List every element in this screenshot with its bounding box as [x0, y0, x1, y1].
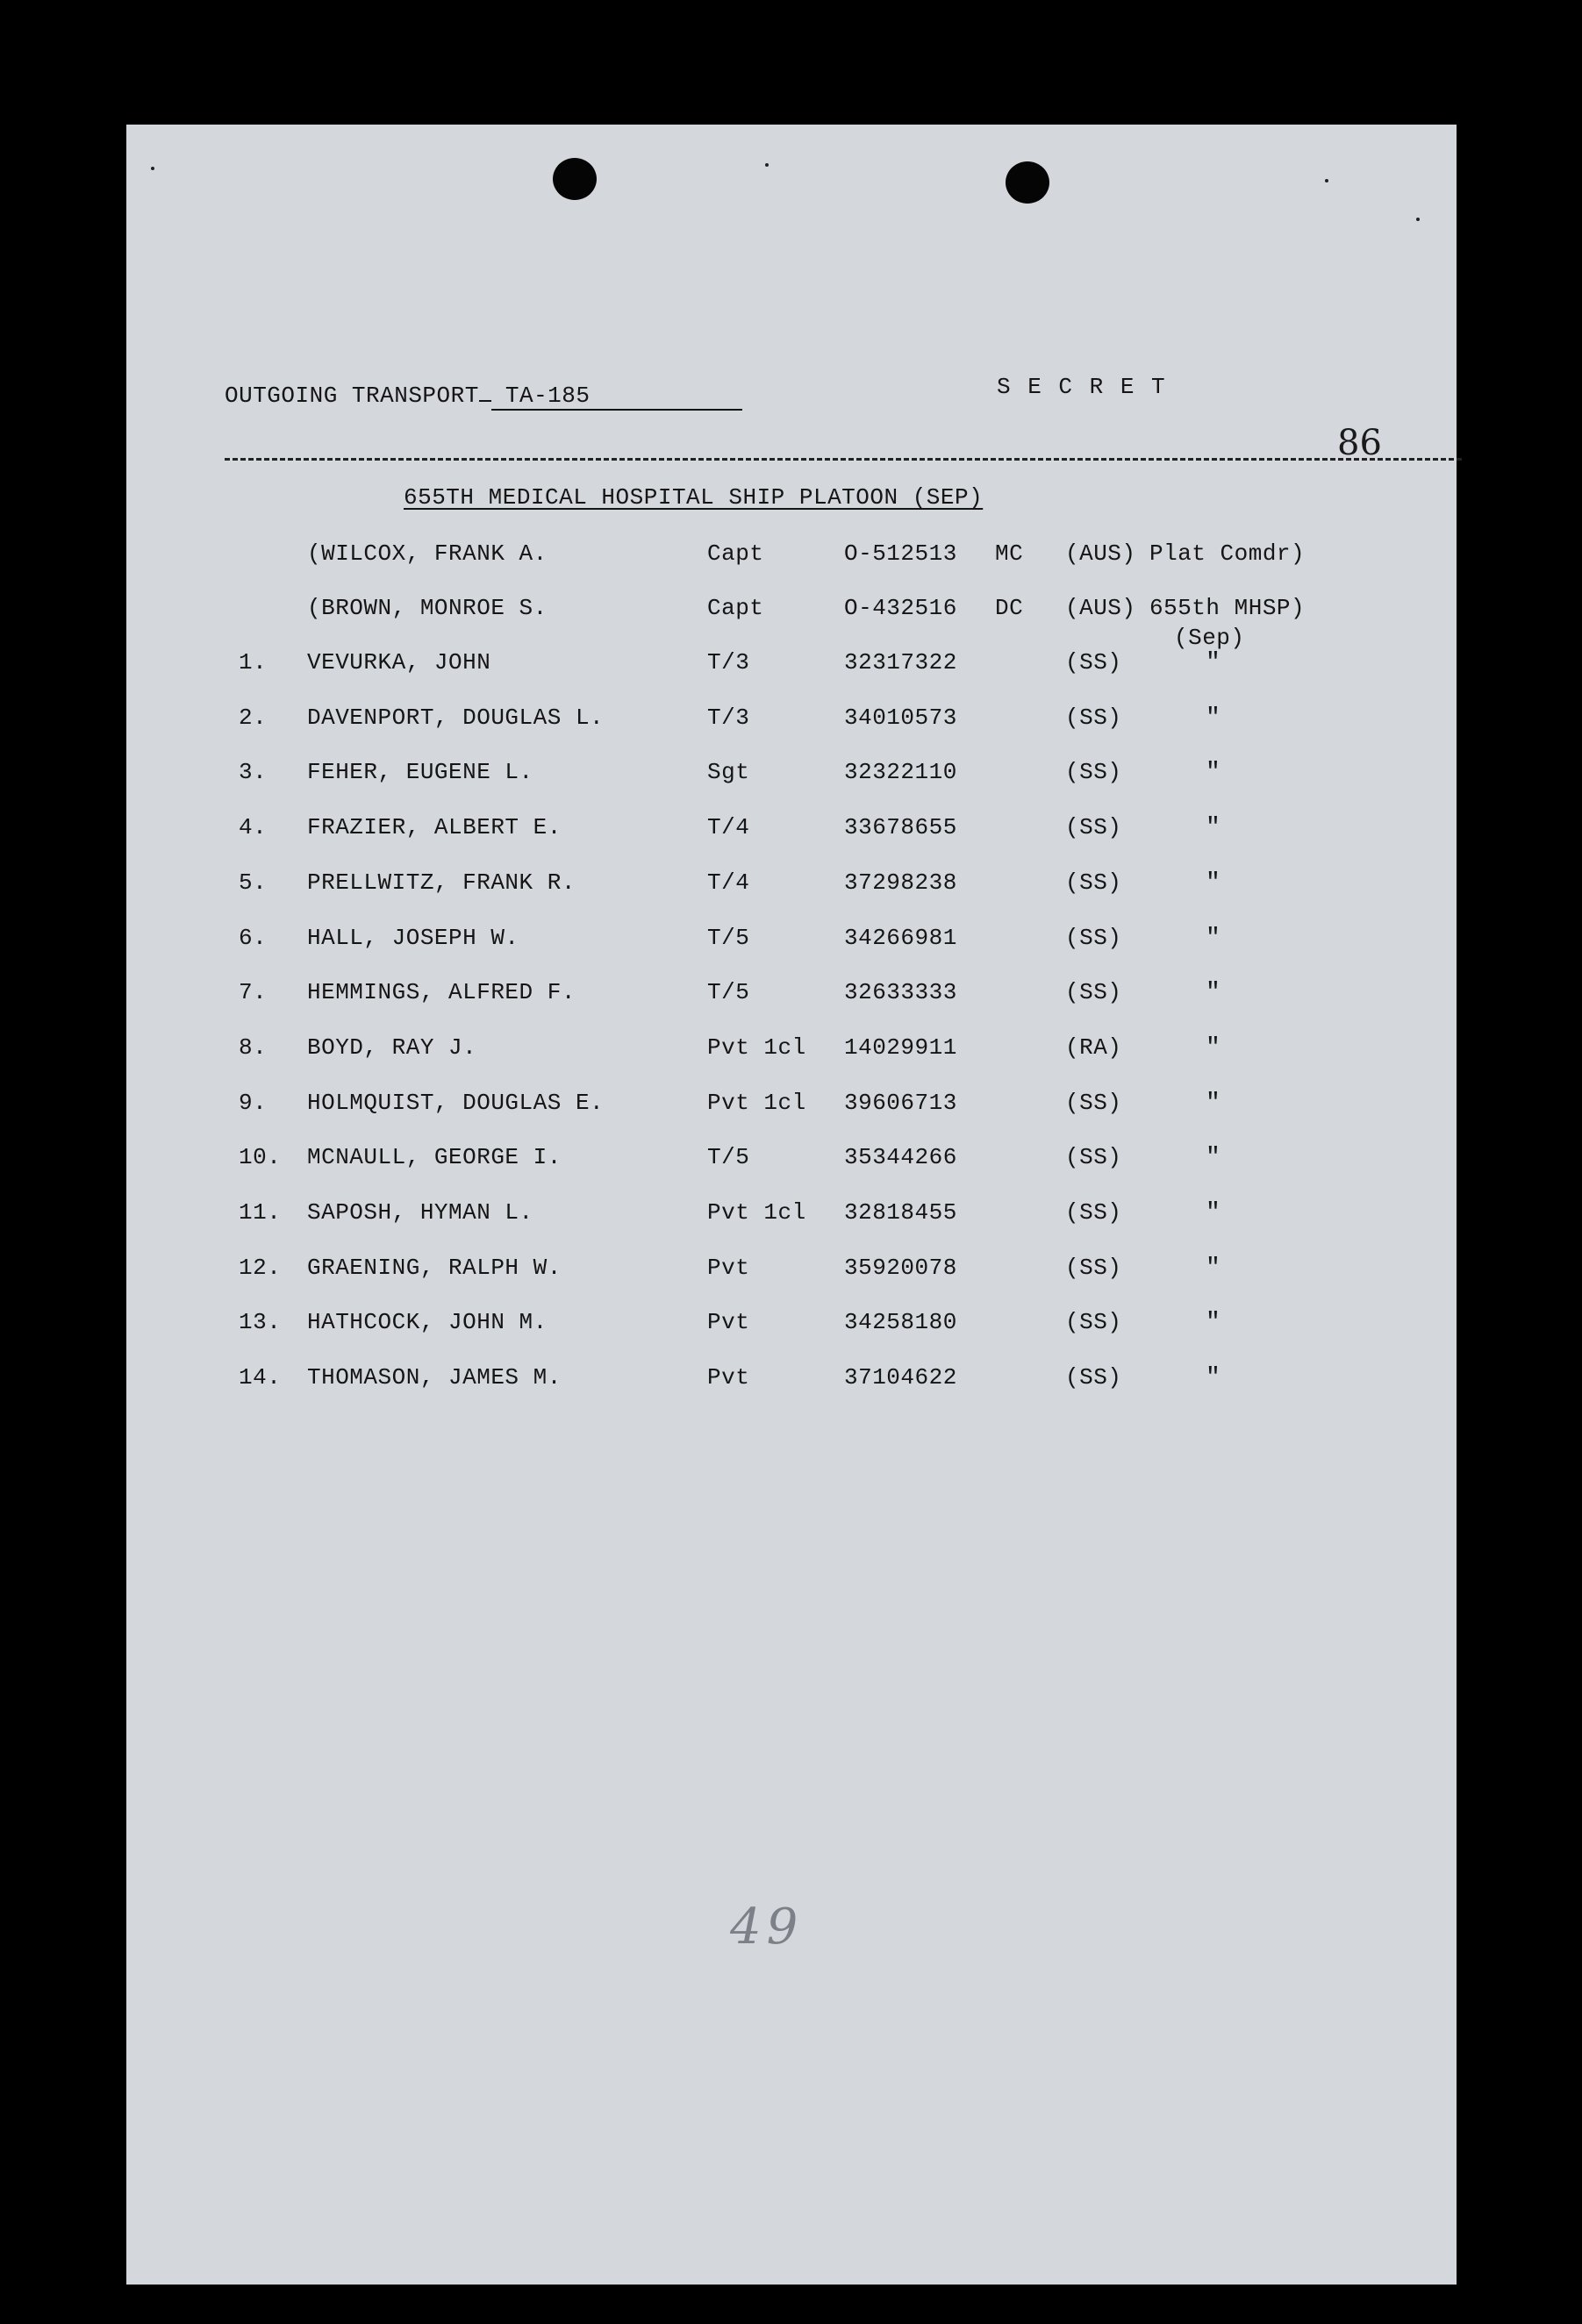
soldier-component: (SS) — [1065, 979, 1122, 1005]
ditto-mark: " — [1206, 1034, 1221, 1062]
soldier-rank: Pvt 1cl — [707, 1199, 806, 1226]
unit-title: 655TH MEDICAL HOSPITAL SHIP PLATOON (SEP) — [404, 484, 984, 511]
row-number: 9. — [239, 1090, 268, 1116]
soldier-rank: T/4 — [707, 814, 750, 840]
speck — [151, 167, 154, 170]
soldier-name: MCNAULL, GEORGE I. — [307, 1144, 562, 1170]
soldier-serial: 32633333 — [844, 979, 957, 1005]
soldier-rank: Pvt — [707, 1309, 750, 1335]
soldier-name: HATHCOCK, JOHN M. — [307, 1309, 548, 1335]
classification: S E C R E T — [997, 374, 1167, 400]
soldier-name: GRAENING, RALPH W. — [307, 1255, 562, 1281]
row-number: 3. — [239, 759, 268, 785]
soldier-component: (SS) — [1065, 704, 1122, 731]
soldier-name: THOMASON, JAMES M. — [307, 1364, 562, 1391]
ditto-mark: " — [1206, 925, 1221, 952]
row-number: 11. — [239, 1199, 282, 1226]
speck — [1416, 218, 1420, 221]
soldier-component: (SS) — [1065, 1090, 1122, 1116]
soldier-component: (SS) — [1065, 1255, 1122, 1281]
header-line — [225, 379, 742, 411]
soldier-rank: Sgt — [707, 759, 750, 785]
ditto-mark: " — [1206, 814, 1221, 841]
soldier-rank: T/4 — [707, 869, 750, 896]
soldier-serial: 37298238 — [844, 869, 957, 896]
row-number: 13. — [239, 1309, 282, 1335]
soldier-name: DAVENPORT, DOUGLAS L. — [307, 704, 605, 731]
ditto-mark: " — [1206, 869, 1221, 897]
soldier-component: (RA) — [1065, 1034, 1122, 1061]
soldier-name: FEHER, EUGENE L. — [307, 759, 533, 785]
row-number: 6. — [239, 925, 268, 951]
row-number: 10. — [239, 1144, 282, 1170]
soldier-serial: 39606713 — [844, 1090, 957, 1116]
row-number: 5. — [239, 869, 268, 896]
soldier-component: (SS) — [1065, 1364, 1122, 1391]
ditto-mark: " — [1206, 1255, 1221, 1282]
officer-rank: Capt — [707, 595, 764, 621]
soldier-rank: T/5 — [707, 925, 750, 951]
soldier-component: (SS) — [1065, 869, 1122, 896]
officer-branch: MC — [995, 540, 1024, 567]
underline-blank — [479, 379, 491, 402]
ditto-mark: " — [1206, 979, 1221, 1006]
soldier-name: BOYD, RAY J. — [307, 1034, 477, 1061]
document-page — [126, 125, 1457, 2285]
officer-component: (AUS) — [1065, 540, 1136, 567]
separator-line — [225, 458, 1462, 461]
speck — [1325, 179, 1328, 182]
row-number: 8. — [239, 1034, 268, 1061]
soldier-component: (SS) — [1065, 649, 1122, 676]
soldier-serial: 34266981 — [844, 925, 957, 951]
soldier-serial: 32818455 — [844, 1199, 957, 1226]
soldier-rank: T/5 — [707, 979, 750, 1005]
officer-serial: O-432516 — [844, 595, 957, 621]
soldier-serial: 35920078 — [844, 1255, 957, 1281]
soldier-component: (SS) — [1065, 814, 1122, 840]
officer-remark: Plat Comdr) — [1149, 540, 1306, 567]
soldier-serial: 32322110 — [844, 759, 957, 785]
soldier-rank: T/3 — [707, 704, 750, 731]
page-number: 86 — [1337, 423, 1382, 463]
ditto-mark: " — [1206, 1199, 1221, 1226]
soldier-serial: 34258180 — [844, 1309, 957, 1335]
ditto-mark: " — [1206, 1090, 1221, 1117]
soldier-name: HALL, JOSEPH W. — [307, 925, 519, 951]
soldier-name: HEMMINGS, ALFRED F. — [307, 979, 576, 1005]
row-number: 14. — [239, 1364, 282, 1391]
soldier-component: (SS) — [1065, 925, 1122, 951]
soldier-serial: 32317322 — [844, 649, 957, 676]
soldier-rank: Pvt — [707, 1364, 750, 1391]
officer-component: (AUS) — [1065, 595, 1136, 621]
row-number: 2. — [239, 704, 268, 731]
soldier-rank: Pvt 1cl — [707, 1034, 806, 1061]
soldier-rank: Pvt 1cl — [707, 1090, 806, 1116]
punch-hole — [553, 158, 597, 200]
row-number: 7. — [239, 979, 268, 1005]
soldier-component: (SS) — [1065, 1144, 1122, 1170]
soldier-serial: 14029911 — [844, 1034, 957, 1061]
header-label: OUTGOING TRANSPORT — [225, 383, 479, 409]
row-number: 4. — [239, 814, 268, 840]
soldier-rank: Pvt — [707, 1255, 750, 1281]
soldier-serial: 33678655 — [844, 814, 957, 840]
soldier-name: SAPOSH, HYMAN L. — [307, 1199, 533, 1226]
soldier-component: (SS) — [1065, 1199, 1122, 1226]
soldier-component: (SS) — [1065, 1309, 1122, 1335]
ditto-mark: " — [1206, 1309, 1221, 1336]
soldier-serial: 35344266 — [844, 1144, 957, 1170]
soldier-rank: T/3 — [707, 649, 750, 676]
soldier-serial: 37104622 — [844, 1364, 957, 1391]
ditto-mark: " — [1206, 759, 1221, 786]
ditto-mark: " — [1206, 1144, 1221, 1171]
officer-serial: O-512513 — [844, 540, 957, 567]
officer-rank: Capt — [707, 540, 764, 567]
punch-hole — [1006, 161, 1049, 204]
row-number: 1. — [239, 649, 268, 676]
row-number: 12. — [239, 1255, 282, 1281]
officer-name: (WILCOX, FRANK A. — [307, 540, 548, 567]
ditto-mark: " — [1206, 649, 1221, 676]
soldier-name: VEVURKA, JOHN — [307, 649, 491, 676]
officer-branch: DC — [995, 595, 1024, 621]
handwritten-note: 49 — [730, 1899, 804, 1956]
soldier-rank: T/5 — [707, 1144, 750, 1170]
soldier-name: FRAZIER, ALBERT E. — [307, 814, 562, 840]
ditto-mark: " — [1206, 1364, 1221, 1391]
transport-number: TA-185 — [491, 383, 742, 411]
soldier-serial: 34010573 — [844, 704, 957, 731]
soldier-component: (SS) — [1065, 759, 1122, 785]
soldier-name: HOLMQUIST, DOUGLAS E. — [307, 1090, 605, 1116]
officer-remark: 655th MHSP) — [1149, 595, 1306, 621]
ditto-mark: " — [1206, 704, 1221, 732]
soldier-name: PRELLWITZ, FRANK R. — [307, 869, 576, 896]
officer-remark-continued: (Sep) — [1174, 625, 1245, 651]
officer-name: (BROWN, MONROE S. — [307, 595, 548, 621]
speck — [765, 163, 769, 167]
